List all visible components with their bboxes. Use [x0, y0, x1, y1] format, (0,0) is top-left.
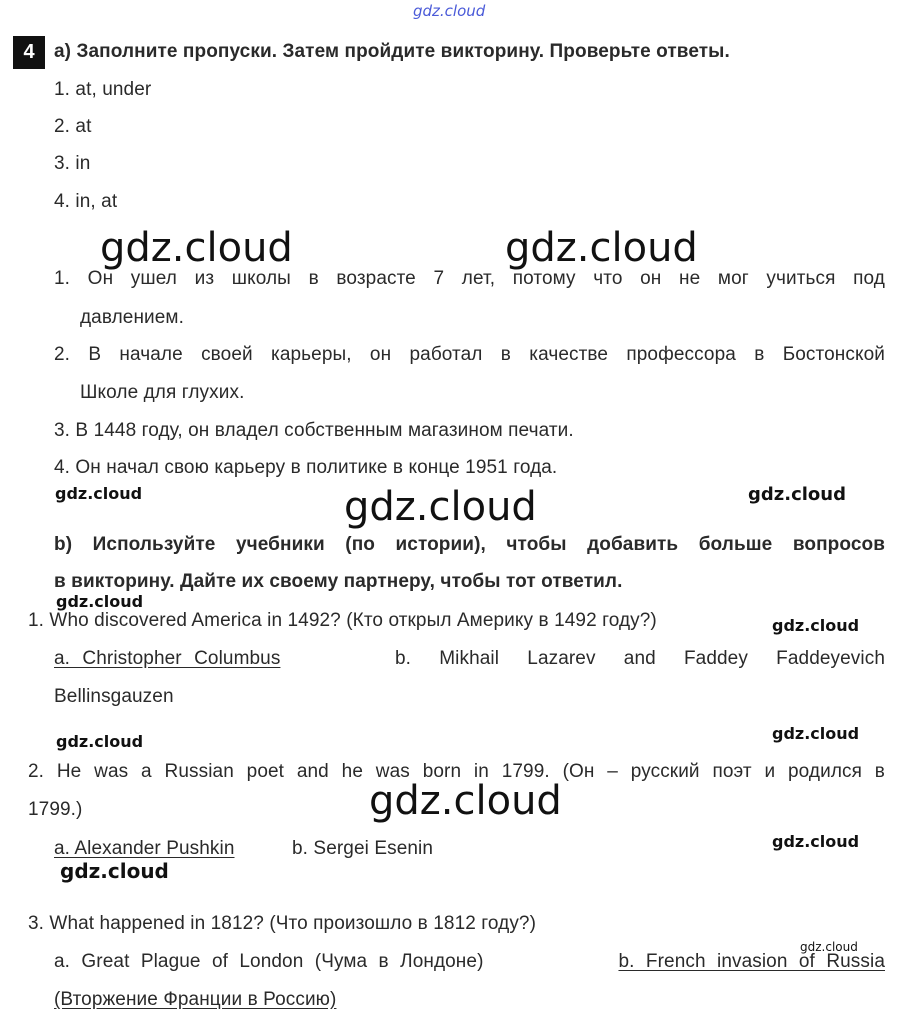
- translation-line: 4. Он начал свою карьеру в политике в конце 1951 года.: [54, 457, 558, 478]
- watermark: gdz.cloud: [772, 616, 860, 635]
- watermark: gdz.cloud: [55, 484, 143, 503]
- quiz-option-b-cont: (Вторжение Франции в Россию): [54, 989, 337, 1010]
- top-watermark: gdz.cloud: [413, 2, 486, 20]
- exercise-number: 4: [23, 41, 35, 63]
- quiz-question: 1799.): [28, 799, 83, 820]
- watermark: gdz.cloud: [56, 732, 144, 751]
- quiz-question: 1. Who discovered America in 1492? (Кто открыл Америку в 1492 году?): [28, 610, 657, 631]
- fill-answer: 3. in: [54, 153, 91, 174]
- quiz-question: 2. He was a Russian poet and he was born in 1799. (Он – русский поэт и родился в: [28, 761, 885, 782]
- quiz-option-a-correct: a. Christopher Columbus: [54, 648, 281, 669]
- exercise-number-badge: [13, 36, 45, 69]
- part-b-heading: в викторину. Дайте их своему партнеру, чтобы тот ответил.: [54, 571, 623, 592]
- quiz-option-b-cont: Bellinsgauzen: [54, 686, 174, 707]
- quiz-option-b: b. Mikhail Lazarev and Faddey Faddeyevich: [395, 648, 885, 669]
- watermark: gdz.cloud: [800, 940, 858, 954]
- part-a-heading: a) Заполните пропуски. Затем пройдите викторину. Проверьте ответы.: [54, 41, 730, 62]
- quiz-option-b: b. Sergei Esenin: [292, 838, 434, 859]
- watermark: gdz.cloud: [56, 592, 144, 611]
- part-b-heading: b) Используйте учебники (по истории), чтобы добавить больше вопросов: [54, 534, 885, 555]
- watermark: gdz.cloud: [505, 225, 698, 271]
- translation-line: Школе для глухих.: [80, 382, 245, 403]
- watermark: gdz.cloud: [369, 778, 562, 824]
- quiz-options-row: [54, 648, 885, 670]
- fill-answer: 4. in, at: [54, 191, 118, 212]
- watermark: gdz.cloud: [344, 484, 537, 530]
- quiz-question: 3. What happened in 1812? (Что произошло в 1812 году?): [28, 913, 537, 934]
- quiz-option-a-correct: a. Alexander Pushkin: [54, 838, 235, 859]
- quiz-option-a: a. Great Plague of London (Чума в Лондоне): [54, 951, 484, 972]
- watermark: gdz.cloud: [772, 724, 860, 743]
- watermark: gdz.cloud: [100, 225, 293, 271]
- watermark: gdz.cloud: [748, 484, 846, 505]
- quiz-options-row: [54, 951, 885, 973]
- translation-line: 2. В начале своей карьеры, он работал в качестве профессора в Бостонской: [54, 344, 885, 365]
- translation-line: 1. Он ушел из школы в возрасте 7 лет, потому что он не мог учиться под: [54, 268, 885, 289]
- watermark: gdz.cloud: [60, 859, 169, 883]
- watermark: gdz.cloud: [772, 832, 860, 851]
- fill-answer: 2. at: [54, 116, 92, 137]
- quiz-option-b-correct: b. French invasion of Russia: [618, 951, 885, 972]
- translation-line: давлением.: [80, 307, 184, 328]
- fill-answer: 1. at, under: [54, 79, 152, 100]
- translation-line: 3. В 1448 году, он владел собственным магазином печати.: [54, 420, 574, 441]
